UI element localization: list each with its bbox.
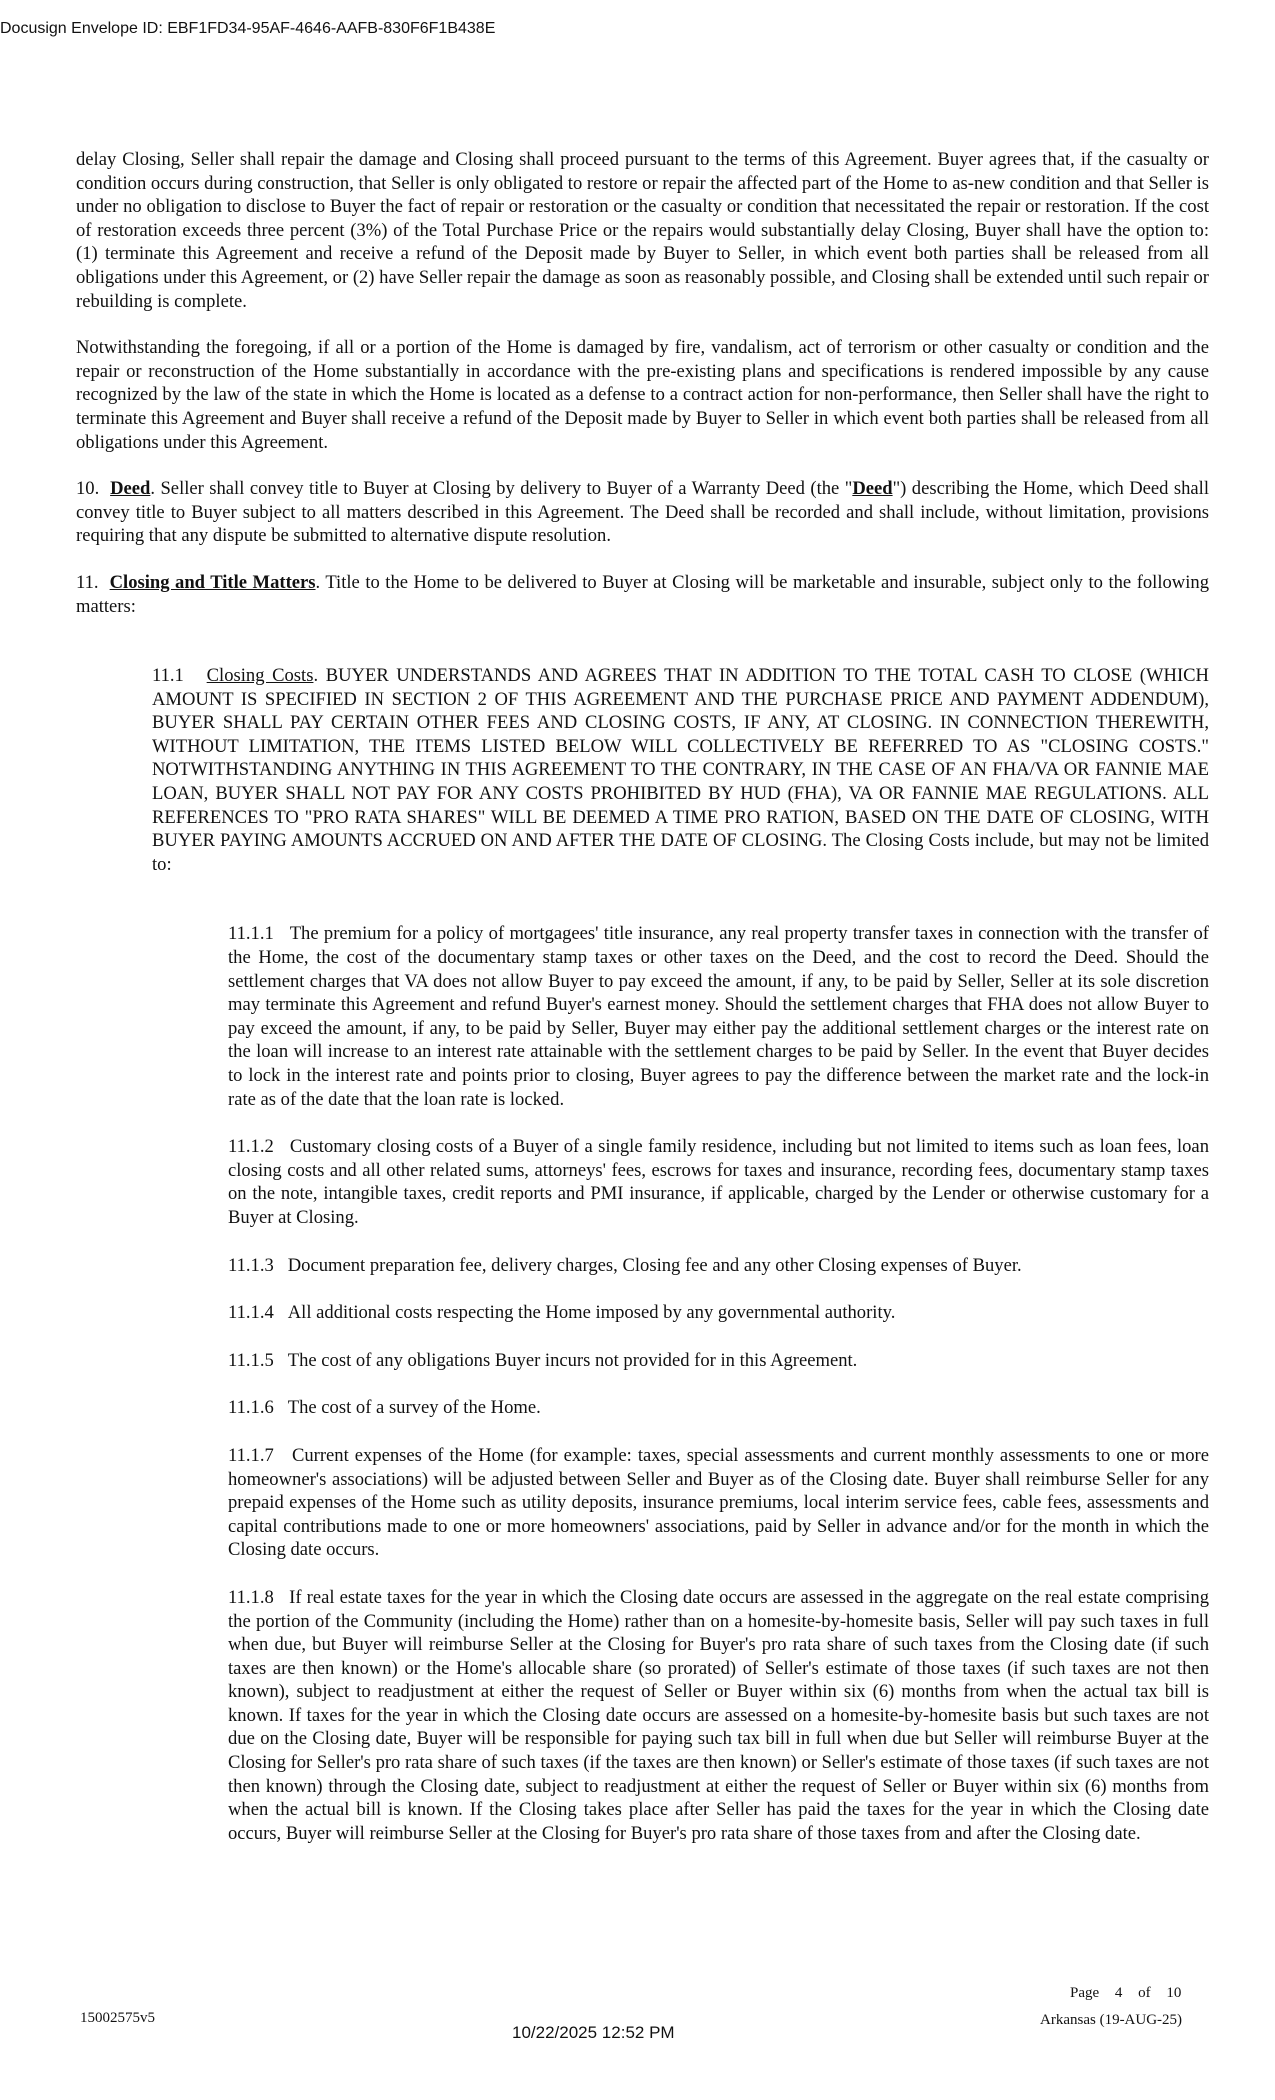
subsection-11-1-6 [228,1396,1209,1420]
state-version: Arkansas (19-AUG-25) [1040,2012,1183,2028]
subsection-text: The premium for a policy of mortgagees' title insurance, any real property transfer taxes in connection with the transfer of the Home, the cost of the documentary stamp taxes or other taxes on the Deed, and the cost to record the Deed. Should the settlement charges that VA does not allow Buyer to pay exceed the amount, if any, to be paid by Seller, Seller at its sole discretion may terminate this Agreement and refund Buyer's earnest money. Should the settlement charges that FHA does not allow Buyer to pay exceed the amount, if any, to be paid by Seller, Buyer may either pay the additional settlement charges or the interest rate on the loan will increase to an interest rate attainable with the settlement charges to be paid by Seller. In the event that Buyer decides to lock in the interest rate and points prior to closing, Buyer agrees to pay the difference between the market rate and the lock-in rate as of the date that the loan rate is locked. [228,923,1209,1110]
section-11-1-text: . BUYER UNDERSTANDS AND AGREES THAT IN ADDITION TO THE TOTAL CASH TO CLOSE (WHICH AMOUNT IS SPECIFIED IN SECTION 2 OF THIS AGREEMENT AND THE PURCHASE PRICE AND PAYMENT ADDENDUM), BUYER SHALL PAY CERTAIN OTHER FEES AND CLOSING COSTS, IF ANY, AT CLOSING. IN CONNECTION THEREWITH, WITHOUT LIMITATION, THE ITEMS LISTED BELOW WILL COLLECTIVELY BE REFERRED TO AS "CLOSING COSTS." NOTWITHSTANDING ANYTHING IN THIS AGREEMENT TO THE CONTRARY, IN THE CASE OF AN FHA/VA OR FANNIE MAE LOAN, BUYER SHALL NOT PAY FOR ANY COSTS PROHIBITED BY HUD (FHA), VA OR FANNIE MAE REGULATIONS. ALL REFERENCES TO "PRO RATA SHARES" WILL BE DEEMED A TIME PRO RATION, BASED ON THE DATE OF CLOSING, WITH BUYER PAYING AMOUNTS ACCRUED ON AND AFTER THE DATE OF CLOSING. The Closing Costs include, but may not be limited to: [152,665,1209,875]
section-10-text-after: ") describing the Home, which Deed shall convey title to Buyer subject to all matters described in this Agreement. The Deed shall be recorded and shall include, without limitation, provisions requiring that any dispute be submitted to alternative dispute resolution. [76,478,1209,547]
subsection-11-1-4 [228,1301,1209,1325]
subsection-11-1-1 [228,922,1209,1111]
subsection-text: The cost of any obligations Buyer incurs not provided for in this Agreement. [287,1349,858,1371]
section-10-defined-term: Deed [852,478,893,500]
section-11-title: Closing and Title Matters [109,571,316,593]
subsection-text: All additional costs respecting the Home imposed by any governmental authority. [287,1302,896,1324]
subsection-text: Customary closing costs of a Buyer of a single family residence, including but not limited to items such as loan fees, loan closing costs and all other related sums, attorneys' fees, escrows for taxes and insurance, recording fees, documentary stamp taxes on the note, intangible taxes, credit reports and PMI insurance, if applicable, charged by the Lender or otherwise customary for a Buyer at Closing. [228,1136,1209,1228]
signature-timestamp: 10/22/2025 12:52 PM [512,2023,675,2042]
page-number: Page 4 of 10 [1070,1985,1182,2001]
section-11-closing-title [76,571,1209,618]
subsection-11-1-7 [228,1444,1209,1562]
section-10-number: 10. [76,478,100,500]
subsection-text: Current expenses of the Home (for example: taxes, special assessments and current monthly assessments to one or more homeowner's associations) will be adjusted between Seller and Buyer as of the Closing date. Buyer shall reimburse Seller for any prepaid expenses of the Home such as utility deposits, insurance premiums, local interim service fees, cable fees, assessments and capital contributions made to one or more homeowners' associations, paid by Seller in advance and/or for the month in which the Closing date occurs. [228,1444,1209,1561]
subsection-number: 11.1.5 [228,1349,274,1371]
section-11-1-title: Closing Costs [206,665,314,687]
subsection-text: If real estate taxes for the year in which the Closing date occurs are assessed in the aggregate on the real estate comprising the portion of the Community (including the Home) rather than on a homesite-by-homesite basis, Seller will pay such taxes in full when due, but Buyer will reimburse Seller at the Closing for Buyer's pro rata share of such taxes from the Closing date (if such taxes are then known) or the Home's allocable share (so prorated) of Seller's estimate of those taxes (if such taxes are not then known), subject to readjustment at either the request of Seller or Buyer within six (6) months from when the actual tax bill is known. If taxes for the year in which the Closing date occurs are assessed on a homesite-by-homesite basis but such taxes are not due on the Closing date, Buyer will be responsible for paying such tax bill in full when due but Seller will reimburse Buyer at the Closing for Seller's pro rata share of such taxes (if the taxes are then known) or Seller's estimate of those taxes (if such taxes are not then known) through the Closing date, subject to readjustment at either the request of Seller or Buyer within six (6) months from when the actual bill is known. If the Closing takes place after Seller has paid the taxes for the year in which the Closing date occurs, Buyer will reimburse Seller at the Closing for Buyer's pro rata share of those taxes from and after the Closing date. [228,1586,1209,1844]
section-11-text: . Title to the Home to be delivered to Buyer at Closing will be marketable and insurable, subject only to the following matters: [76,571,1209,617]
subsection-number: 11.1.4 [228,1302,274,1324]
document-id: 15002575v5 [80,2010,155,2026]
envelope-id: Docusign Envelope ID: EBF1FD34-95AF-4646-AAFB-830F6F1B438E [0,20,496,37]
document-body [76,148,1209,1845]
subsection-text: Document preparation fee, delivery charges, Closing fee and any other Closing expenses of Buyer. [287,1254,1022,1276]
paragraph-casualty-continued: delay Closing, Seller shall repair the damage and Closing shall proceed pursuant to the terms of this Agreement. Buyer agrees that, if the casualty or condition occurs during construction, that Seller is only obligated to restore or repair the affected part of the Home to as-new condition and that Seller is under no obligation to disclose to Buyer the fact of repair or restoration or the casualty or condition that necessitated the repair or restoration. If the cost of restoration exceeds three percent (3%) of the Total Purchase Price or the repairs would substantially delay Closing, Buyer shall have the option to: (1) terminate this Agreement and receive a refund of the Deposit made by Buyer to Seller, in which event both parties shall be released from all obligations under this Agreement, or (2) have Seller repair the damage as soon as reasonably possible, and Closing shall be extended until such repair or rebuilding is complete. [76,149,1209,312]
section-11-1-closing-costs [152,664,1209,876]
subsection-number: 11.1.2 [228,1136,274,1158]
subsection-number: 11.1.6 [228,1397,274,1419]
subsection-11-1-3 [228,1254,1209,1278]
section-11-number: 11. [76,571,99,593]
section-10-title: Deed [110,478,151,500]
subsection-11-1-5 [228,1349,1209,1373]
subsection-number: 11.1.1 [228,923,274,945]
subsection-number: 11.1.7 [228,1444,274,1466]
subsection-text: The cost of a survey of the Home. [287,1397,541,1419]
subsection-number: 11.1.3 [228,1254,274,1276]
subsection-11-1-2 [228,1135,1209,1229]
section-10-deed [76,477,1209,548]
subsection-11-1-8 [228,1586,1209,1846]
subsection-number: 11.1.8 [228,1586,274,1608]
section-10-text-before: . Seller shall convey title to Buyer at Closing by delivery to Buyer of a Warranty Deed (the " [150,478,853,500]
paragraph-notwithstanding: Notwithstanding the foregoing, if all or a portion of the Home is damaged by fire, vandalism, act of terrorism or other casualty or condition and the repair or reconstruction of the Home substantially in accordance with the pre-existing plans and specifications is rendered impossible by any cause recognized by the law of the state in which the Home is located as a defense to a contract action for non-performance, then Seller shall have the right to terminate this Agreement and Buyer shall receive a refund of the Deposit made by Buyer to Seller in which event both parties shall be released from all obligations under this Agreement. [76,337,1209,453]
section-11-1-number: 11.1 [152,665,184,687]
